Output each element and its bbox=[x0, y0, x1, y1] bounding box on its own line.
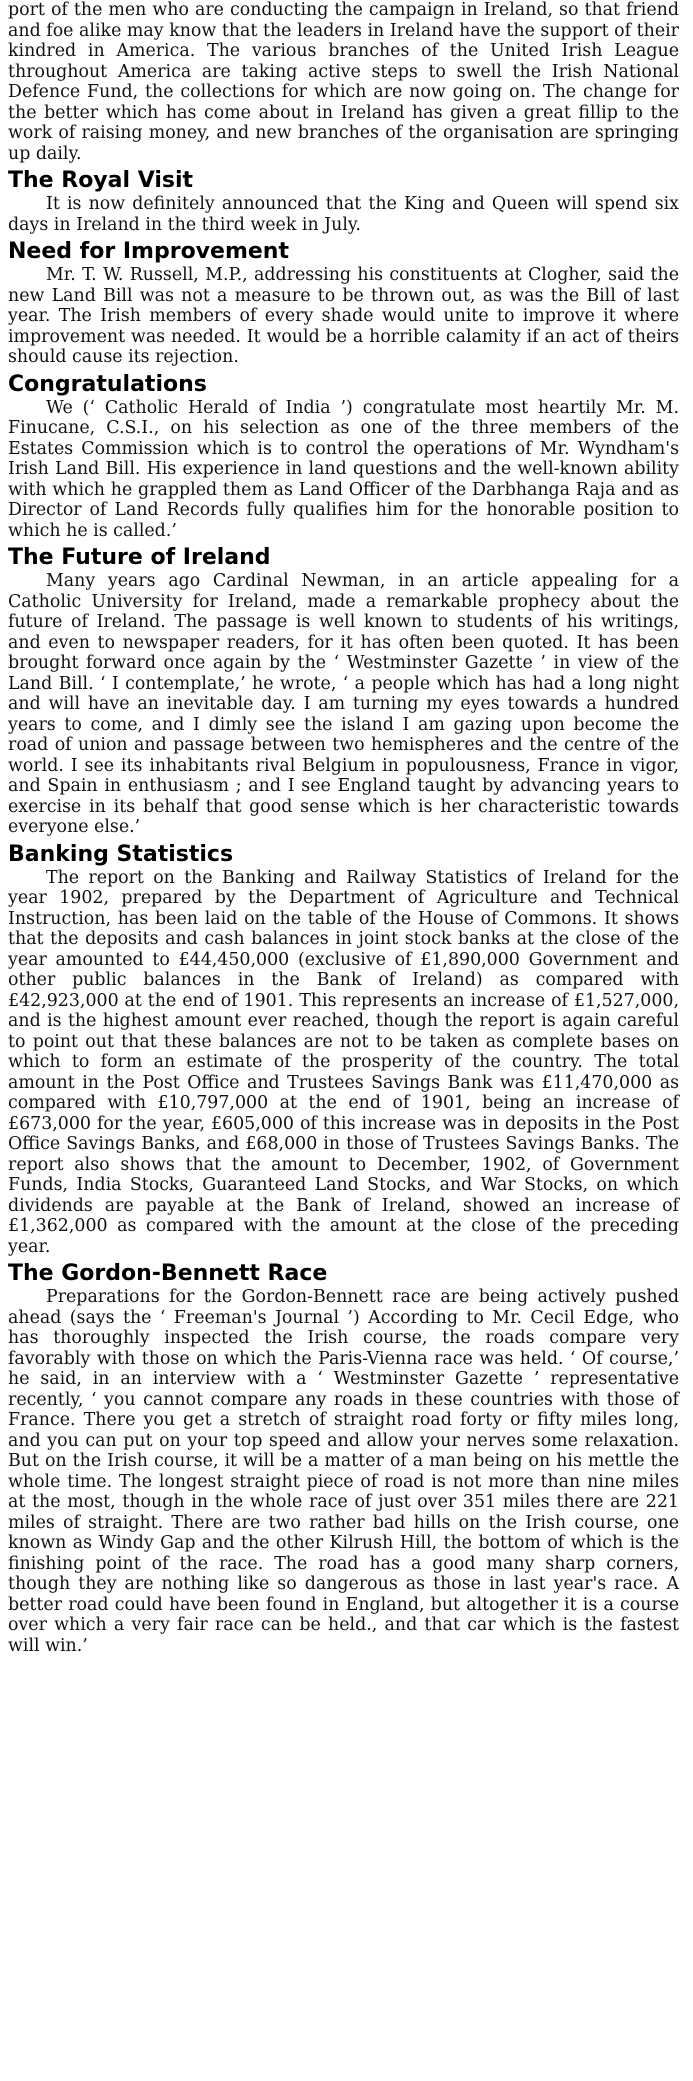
article-banking-statistics bbox=[8, 841, 679, 1258]
section-heading: Need for Improvement bbox=[8, 239, 289, 264]
article-royal-visit bbox=[8, 167, 679, 235]
article-need-for-improvement bbox=[8, 238, 679, 368]
section-body: Many years ago Cardinal Newman, in an article appealing for a Catholic University for Ireland, made a remarkable prophecy about the future of Ireland. The passage is well known to students of his writings, and even to newspaper readers, for it has often been quoted. It has been brought forward once again by the ‘ Westminster Gazette ’ in view of the Land Bill. ‘ I contemplate,’ he wrote, ‘ a people which has had a long night and will have an inevitable day. I am turning my eyes towards a hundred years to come, and I dimly see the island I am gazing upon become the road of union and passage between two hemispheres and the centre of the world. I see its inhabitants rival Belgium in populousness, France in vigor, and Spain in enthusiasm ; and I see England taught by advancing years to exercise in its behalf that good sense which is her characteristic towards everyone else.’ bbox=[8, 571, 679, 837]
section-body: It is now definitely announced that the King and Queen will spend six days in Ireland in the third week in July. bbox=[8, 194, 679, 235]
section-body: We (‘ Catholic Herald of India ’) congratulate most heartily Mr. M. Finucane, C.S.I., on his selection as one of the three members of the Estates Commission which is to control the operations of Mr. Wyndham's Irish Land Bill. His experience in land questions and the well-known ability with which he grappled them as Land Officer of the Darbhanga Raja and as Director of Land Records fully qualifies him for the honorable position to which he is called.’ bbox=[8, 397, 679, 541]
article-future-of-ireland bbox=[8, 544, 679, 838]
opening-paragraph: port of the men who are conducting the campaign in Ireland, so that friend and foe alike may know that the leaders in Ireland have the support of their kindred in America. The various branches of the United Irish League throughout America are taking active steps to swell the Irish National Defence Fund, the collections for which are now going on. The change for the better which has come about in Ireland has given a great fillip to the work of raising money, and new branches of the organisation are springing up daily. bbox=[8, 0, 679, 164]
section-body: Preparations for the Gordon-Bennett race are being actively pushed ahead (says the ‘ Freeman's Journal ’) According to Mr. Cecil Edge, who has thoroughly inspected the Irish course, the roads compare very favorably with those on which the Paris-Vienna race was held. ‘ Of course,’ he said, in an interview with a ‘ Westminster Gazette ’ representative recently, ‘ you cannot compare any roads in these countries with those of France. There you get a stretch of straight road forty or fifty miles long, and you can put on your top speed and allow your nerves some relaxation. But on the Irish course, it will be a matter of a man being on his mettle the whole time. The longest straight piece of road is not more than nine miles at the most, though in the whole race of just over 351 miles there are 221 miles of straight. There are two rather bad hills on the Irish course, one known as Windy Gap and the other Kilrush Hill, the bottom of which is the finishing point of the race. The road has a good many sharp corners, though they are nothing like so dangerous as those in last year's race. A better road could have been found in England, but altogether it is a course over which a very fair race can be held., and that car which is the fastest will win.’ bbox=[8, 1287, 679, 1656]
article-gordon-bennett-race bbox=[8, 1260, 679, 1656]
section-heading: The Gordon-Bennett Race bbox=[8, 1261, 328, 1286]
section-heading: Congratulations bbox=[8, 371, 207, 397]
article-congratulations bbox=[8, 371, 679, 542]
section-body: Mr. T. W. Russell, M.P., addressing his constituents at Clogher, said the new Land Bill was not a measure to be thrown out, as was the Bill of last year. The Irish members of every shade would unite to improve it where improvement was needed. It would be a horrible calamity if an act of theirs should cause its rejection. bbox=[8, 265, 679, 367]
section-heading: Banking Statistics bbox=[8, 841, 234, 867]
section-heading: The Royal Visit bbox=[8, 168, 194, 193]
section-body: The report on the Banking and Railway Statistics of Ireland for the year 1902, prepared by the Department of Agriculture and Technical Instruction, has been laid on the table of the House of Commons. It shows that the deposits and cash balances in joint stock banks at the close of the year amounted to £44,450,000 (exclusive of £1,890,000 Government and other public balances in the Bank of Ireland) as compared with £42,923,000 at the end of 1901. This represents an increase of £1,527,000, and is the highest amount ever reached, though the report is again careful to point out that these balances are not to be taken as complete bases on which to form an estimate of the prosperity of the country. The total amount in the Post Office and Trustees Savings Bank was £11,470,000 as compared with £10,797,000 at the end of 1901, being an increase of £673,000 for the year, £605,000 of this increase was in deposits in the Post Office Savings Banks, and £68,000 in those of Trustees Savings Banks. The report also shows that the amount to December, 1902, of Government Funds, India Stocks, Guaranteed Land Stocks, and War Stocks, on which dividends are payable at the Bank of Ireland, showed an increase of £1,362,000 as compared with the amount at the close of the preceding year. bbox=[8, 867, 679, 1257]
section-heading: The Future of Ireland bbox=[8, 545, 271, 570]
